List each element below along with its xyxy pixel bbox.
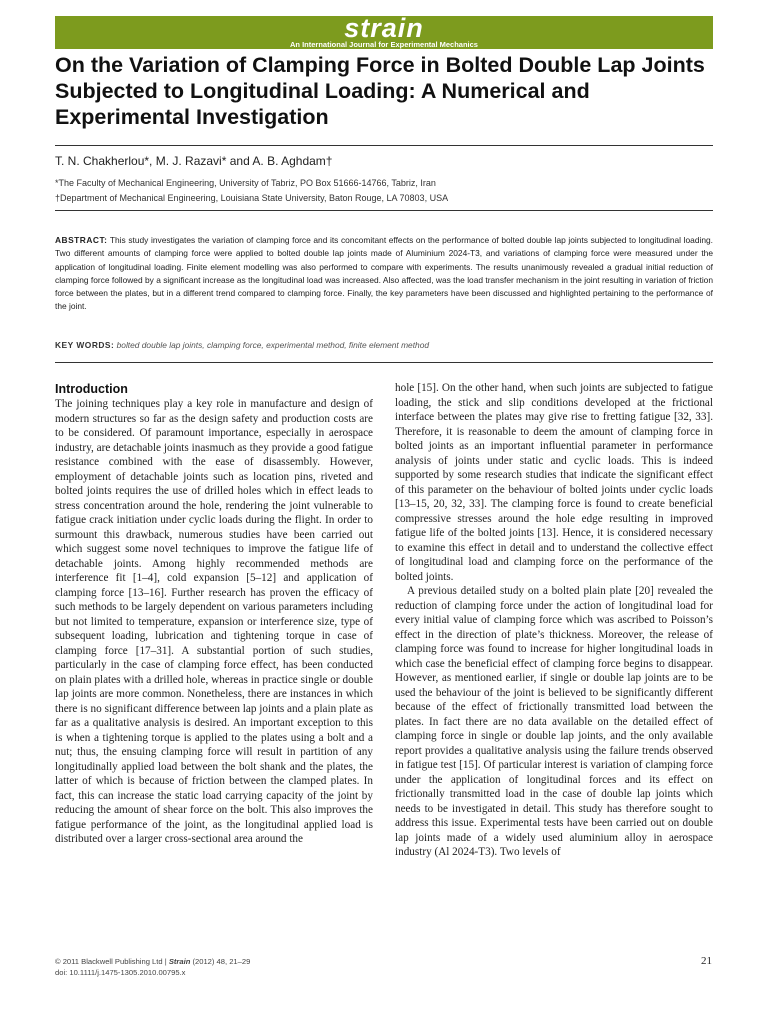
keywords: [55, 339, 713, 351]
abstract: [55, 234, 713, 314]
footer-copyright: © 2011 Blackwell Publishing Ltd: [55, 957, 163, 966]
title-divider: [55, 145, 713, 146]
author-list: T. N. Chakherlou*, M. J. Razavi* and A. B. Aghdam†: [55, 154, 333, 168]
footer-citation: © 2011 Blackwell Publishing Ltd | Strain (2012) 48, 21–29: [55, 957, 251, 966]
body-paragraph: The joining techniques play a key role in manufacture and design of modern structures so far as the design safety and production costs are to be considered. Of paramount importance, especially in aerospace industry, are detachable joints inasmuch as they provide a good fatigue resistance combined with the ease of disassembly. However, employment of detachable joints such as location pins, riveted and bolted joints requires the use of drilled holes which in effect leads to stress concentration around the hole, rendering the joint vulnerable to fatigue crack initiation under cyclic loads during the flight. In order to surmount this drawback, numerous studies have been carried out which suggest some novel techniques to improve the fatigue life of detachable joints. Among highly recommended methods are interference fit [1–4], cold expansion [5–12] and application of clamping force [13–16]. Further research has proven the efficacy of such methods to be largely dependent on various parameters including but not limited to temperature, expansion or interference size, type of subsequent loading, lubrication and tightening torque in case of clamping force [17–31]. A substantial portion of such studies, particularly in the case of clamping force effect, has been conducted on plain plates with a drilled hole, whereas in practice single or double lap joints are more common. Nonetheless, there are instances in which there is no significant difference between lap joints and a plain plate as far as a qualitative analysis is desired. An important exception to this is when a tightening torque is applied to the plates using a bolt and a nut; thus, the ensuing clamping force will result in partition of any longitudinally applied load between the bolt shank and the plates, the latter of which is because of friction between the clamped plates. In fact, this can increase the static load carrying capacity of the joint by reducing the amount of shear force on the bolt. This also improves the fatigue performance of the joint, as the longitudinal applied load is distributed over a larger cross-sectional area around the: [55, 398, 373, 845]
page-footer: [55, 956, 713, 978]
section-heading-introduction: Introduction: [55, 382, 128, 396]
body-paragraph: hole [15]. On the other hand, when such joints are subjected to fatigue loading, the stick and slip conditions developed at the frictional interface between the plates may give rise to fretting fatigue [32, 33]. Therefore, it is reasonable to deem the amount of clamping force in bolted joints as an important influential parameter in performance analysis of joints under static and cyclic loads. This is indeed supported by some research studies that indicate the significant effect of this parameter on the behaviour of bolted joints under cyclic loads [13–15, 20, 32, 33]. The clamping force is found to create beneficial compressive stresses around the hole edge resulting in improved fatigue life of the bolted joints [13]. Hence, it is considered necessary to examine this effect in detail and to understand the collective effect of longitudinal load and clamping force on the performance of the bolted joints.: [395, 382, 713, 583]
affiliation-2: †Department of Mechanical Engineering, Louisiana State University, Baton Rouge, LA 70803, USA: [55, 193, 449, 203]
article-title: On the Variation of Clamping Force in Bolted Double Lap Joints Subjected to Longitudinal Loading: A Numerical and Experimental Investigation: [55, 53, 705, 129]
affiliation-divider: [55, 210, 713, 211]
abstract-text: This study investigates the variation of clamping force and its concomitant effects on the performance of bolted double lap joints subjected to longitudinal loading. Two different amounts of clamping force were applied to bolted double lap joints made of Aluminium 2024-T3, and variations of clamping force were measured under the application of longitudinal loading. Finite element modelling was also performed to compare with experiments. The results unanimously revealed a gradual initial reduction of clamping force followed by a significant increase as the longitudinal load was increased. Also affected, was the load transfer mechanism in the joint resulting in variation of friction force between the plates, but in a different trend compared to clamping force. Finally, the key parameters have been discussed and highlighted pertaining to the performance of the joint.: [55, 235, 713, 312]
keywords-heading: KEY WORDS:: [55, 340, 115, 350]
abstract-heading: ABSTRACT:: [55, 235, 108, 245]
journal-name: strain: [344, 13, 424, 43]
keywords-divider: [55, 362, 713, 363]
body-paragraph: A previous detailed study on a bolted plain plate [20] revealed the reduction of clamping force under the action of longitudinal load for every initial value of clamping force which was ascribed to Poisson’s effect in the direction of plate’s thickness. Moreover, the release of clamping force was found to increase for higher longitudinal loads in which case the beneficial effect of clamping force begins to disappear. However, as mentioned earlier, if single or double lap joints are to be used the behaviour of the joint is believed to be significantly different because of the effect of frictionally transmitted load between the plates. In fact there are no data available on the detailed effect of clamping force in single or double lap joints, and the only available report provides a qualitative analysis using the failure trends observed in fatigue test [15]. Of particular interest is variation of clamping force under the application of longitudinal forces and its effect on frictionally transmitted load in the case of double lap joints which needs to be investigated in detail. This study has therefore sought to address this issue. Experimental tests have been carried out on double lap joints made of a widely used aluminium alloy in aerospace industry (Al 2024-T3). Two levels of: [395, 585, 713, 858]
keywords-text: bolted double lap joints, clamping force, experimental method, finite element method: [116, 340, 430, 350]
right-column: [395, 381, 713, 860]
footer-journal: Strain: [168, 957, 191, 966]
footer-volume: (2012) 48, 21–29: [192, 957, 251, 966]
journal-subtitle: An International Journal for Experimental Mechanics: [290, 40, 478, 49]
journal-banner: [55, 13, 713, 49]
footer-doi: doi: 10.1111/j.1475-1305.2010.00795.x: [55, 968, 186, 977]
affiliation-1: *The Faculty of Mechanical Engineering, University of Tabriz, PO Box 51666-14766, Tabriz, Iran: [55, 178, 436, 188]
left-column: [55, 381, 373, 847]
page-number: 21: [701, 955, 712, 967]
